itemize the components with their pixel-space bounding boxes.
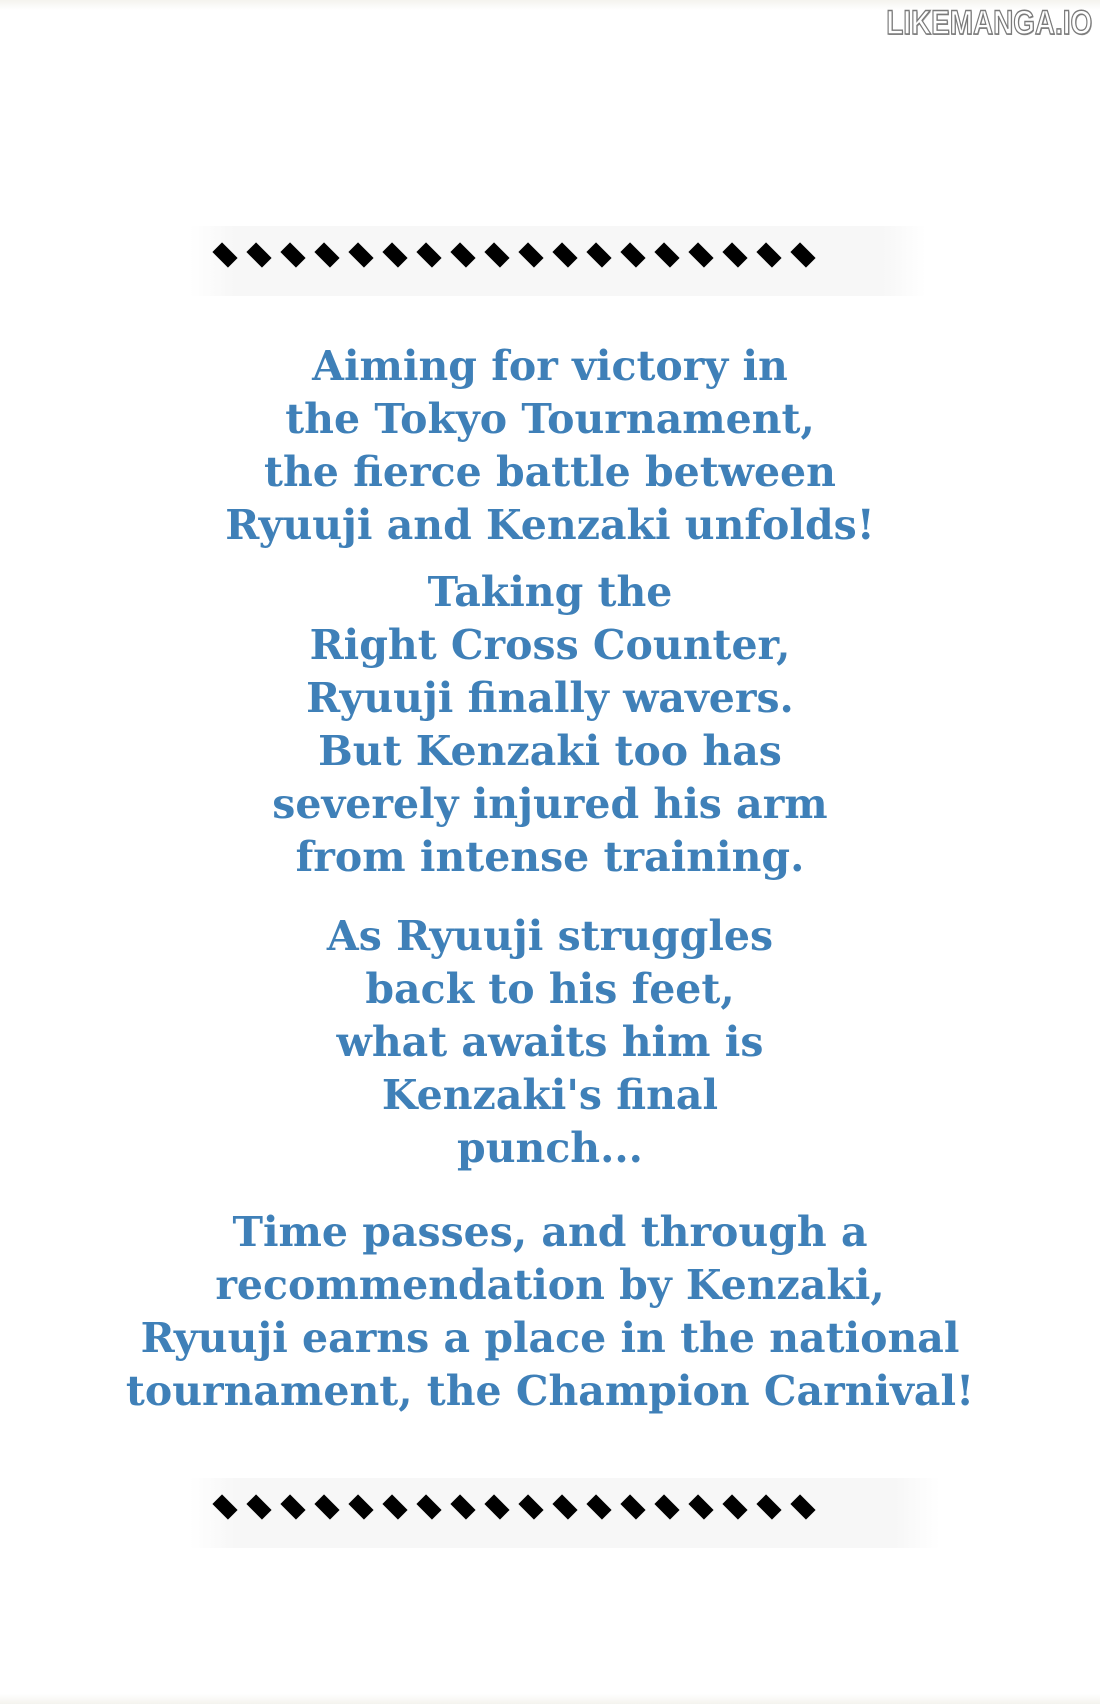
diamond-ornament-icon bbox=[654, 1494, 679, 1519]
diamond-ornament-icon bbox=[586, 242, 611, 267]
diamond-ornament-icon bbox=[348, 1494, 373, 1519]
diamond-ornament-icon bbox=[280, 1494, 305, 1519]
diamond-ornament-icon bbox=[722, 242, 747, 267]
diamond-ornament-icon bbox=[790, 1494, 815, 1519]
text-line: Right Cross Counter, bbox=[309, 621, 791, 669]
diamond-ornament-icon bbox=[518, 242, 543, 267]
text-line: Ryuuji earns a place in the national bbox=[140, 1314, 960, 1362]
text-line: punch... bbox=[457, 1124, 643, 1172]
page-bottom-edge bbox=[0, 1694, 1100, 1704]
diamond-ornament-icon bbox=[620, 1494, 645, 1519]
text-line: tournament, the Champion Carnival! bbox=[125, 1367, 975, 1415]
diamond-ornament-icon bbox=[382, 242, 407, 267]
diamond-ornament-icon bbox=[790, 242, 815, 267]
diamond-ornament-icon bbox=[484, 242, 509, 267]
text-line: As Ryuuji struggles bbox=[326, 912, 774, 960]
watermark-logo: LIKEMANGA.IO bbox=[886, 4, 1092, 42]
synopsis-paragraph-1 bbox=[0, 340, 1100, 552]
diamond-ornament-icon bbox=[552, 242, 577, 267]
diamond-ornament-icon bbox=[552, 1494, 577, 1519]
diamond-ornament-icon bbox=[450, 242, 475, 267]
diamond-ornament-icon bbox=[756, 242, 781, 267]
diamond-ornament-icon bbox=[756, 1494, 781, 1519]
diamond-ornament-icon bbox=[484, 1494, 509, 1519]
text-line: back to his feet, bbox=[365, 965, 735, 1013]
text-line: Taking the bbox=[427, 568, 673, 616]
diamond-ornament-icon bbox=[586, 1494, 611, 1519]
text-line: the fierce battle between bbox=[264, 448, 836, 496]
diamond-ornament-icon bbox=[314, 1494, 339, 1519]
diamond-border-bottom bbox=[214, 1496, 826, 1518]
text-line: recommendation by Kenzaki, bbox=[215, 1261, 885, 1309]
text-line: from intense training. bbox=[295, 833, 805, 881]
diamond-ornament-icon bbox=[212, 242, 237, 267]
text-line: Time passes, and through a bbox=[232, 1208, 868, 1256]
diamond-ornament-icon bbox=[450, 1494, 475, 1519]
diamond-ornament-icon bbox=[416, 1494, 441, 1519]
text-line: the Tokyo Tournament, bbox=[285, 395, 815, 443]
text-line: Ryuuji and Kenzaki unfolds! bbox=[225, 501, 875, 549]
synopsis-paragraph-3 bbox=[0, 910, 1100, 1175]
text-line: Aiming for victory in bbox=[312, 342, 788, 390]
diamond-ornament-icon bbox=[348, 242, 373, 267]
text-line: what awaits him is bbox=[336, 1018, 764, 1066]
diamond-ornament-icon bbox=[382, 1494, 407, 1519]
diamond-ornament-icon bbox=[518, 1494, 543, 1519]
text-line: But Kenzaki too has bbox=[318, 727, 782, 775]
text-line: severely injured his arm bbox=[272, 780, 828, 828]
synopsis-paragraph-2 bbox=[0, 566, 1100, 884]
diamond-ornament-icon bbox=[212, 1494, 237, 1519]
diamond-border-top bbox=[214, 244, 826, 266]
text-line: Ryuuji finally wavers. bbox=[306, 674, 794, 722]
diamond-ornament-icon bbox=[620, 242, 645, 267]
diamond-ornament-icon bbox=[722, 1494, 747, 1519]
diamond-ornament-icon bbox=[246, 242, 271, 267]
synopsis-paragraph-4 bbox=[0, 1206, 1100, 1418]
diamond-ornament-icon bbox=[688, 1494, 713, 1519]
diamond-ornament-icon bbox=[314, 242, 339, 267]
diamond-ornament-icon bbox=[280, 242, 305, 267]
diamond-ornament-icon bbox=[246, 1494, 271, 1519]
diamond-ornament-icon bbox=[654, 242, 679, 267]
diamond-ornament-icon bbox=[688, 242, 713, 267]
diamond-ornament-icon bbox=[416, 242, 441, 267]
text-line: Kenzaki's final bbox=[381, 1071, 719, 1119]
